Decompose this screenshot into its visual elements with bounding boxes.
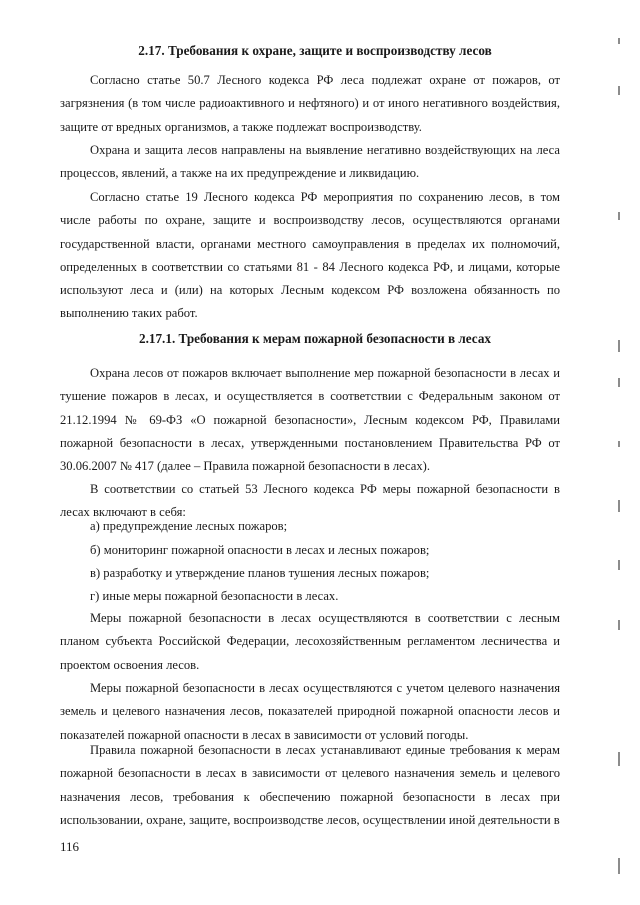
scan-edge-mark xyxy=(618,858,620,874)
section-title: 2.17. Требования к охране, защите и воспроизводству лесов xyxy=(138,43,492,58)
paragraph-measures-purpose: Меры пожарной безопасности в лесах осуществляются с учетом целевого назначения земель и целевого назначения лесов, показателей природной пожарной опасности лесов и показателей пожарной опасности в лесах в зависимости от условий погоды. xyxy=(60,681,560,742)
scan-edge-mark xyxy=(618,441,620,447)
page-number: 116 xyxy=(60,839,80,854)
paragraph-article-53: В соответствии со статьей 53 Лесного кодекса РФ меры пожарной безопасности в лесах включают в себя: xyxy=(60,482,560,520)
subsection-title: 2.17.1. Требования к мерам пожарной безопасности в лесах xyxy=(138,331,492,346)
scan-edge-mark xyxy=(618,752,620,766)
scan-edge-mark xyxy=(618,620,620,630)
list-item: в) разработку и утверждение планов тушения лесных пожаров; xyxy=(90,566,430,580)
scan-edge-mark xyxy=(618,378,620,387)
paragraph-fire-rules: Правила пожарной безопасности в лесах устанавливают единые требования к мерам пожарной безопасности в лесах в зависимости от целевого назначения земель и целевого назначения лесов, требования к обеспечению пожарной безопасности в лесах при использовании, охране, защите, воспроизводстве лесов, осуществлении иной деятельности в xyxy=(60,743,560,827)
scan-edge-mark xyxy=(618,38,620,44)
scan-edge-mark xyxy=(618,86,620,95)
scan-edge-mark xyxy=(618,212,620,220)
scan-edge-mark xyxy=(618,500,620,512)
scan-edge-mark xyxy=(618,340,620,352)
paragraph-forest-protection: Согласно статье 50.7 Лесного кодекса РФ леса подлежат охране от пожаров, от загрязнения (в том числе радиоактивного и нефтяного) и от иного негативного воздействия, защите от вредных организмов, а также подлежат воспроизводству. xyxy=(60,73,560,134)
paragraph-protection-aims: Охрана и защита лесов направлены на выявление негативно воздействующих на леса процессов, явлений, а также на их предупреждение и ликвидацию. xyxy=(60,143,560,181)
list-item: б) мониторинг пожарной опасности в лесах и лесных пожаров; xyxy=(90,543,430,557)
paragraph-article-19: Согласно статье 19 Лесного кодекса РФ мероприятия по сохранению лесов, в том числе работы по охране, защите и воспроизводству лесов, осуществляются органами государственной власти, органами местного самоуправления в пределах их полномочий, определенных в соответствии со статьями 81 - 84 Лесного кодекса РФ, и лицами, которые используют леса и (или) на которых Лесным кодексом РФ возложена обязанность по выполнению таких работ. xyxy=(60,190,560,321)
list-item: г) иные меры пожарной безопасности в лесах. xyxy=(90,589,339,603)
paragraph-fire-protection: Охрана лесов от пожаров включает выполнение мер пожарной безопасности в лесах и тушение пожаров в лесах, и осуществляется в соответствии с Федеральным законом от 21.12.1994 № 69-ФЗ «О пожарной безопасности», Лесным кодексом РФ, Правилами пожарной безопасности в лесах, утвержденными постановлением Правительства РФ от 30.06.2007 № 417 (далее – Правила пожарной безопасности в лесах). xyxy=(60,366,560,474)
list-item: а) предупреждение лесных пожаров; xyxy=(90,519,288,533)
paragraph-measures-plan: Меры пожарной безопасности в лесах осуществляются в соответствии с лесным планом субъекта Российской Федерации, лесохозяйственным регламентом лесничества и проектом освоения лесов. xyxy=(60,611,560,672)
scan-edge-mark xyxy=(618,560,620,570)
